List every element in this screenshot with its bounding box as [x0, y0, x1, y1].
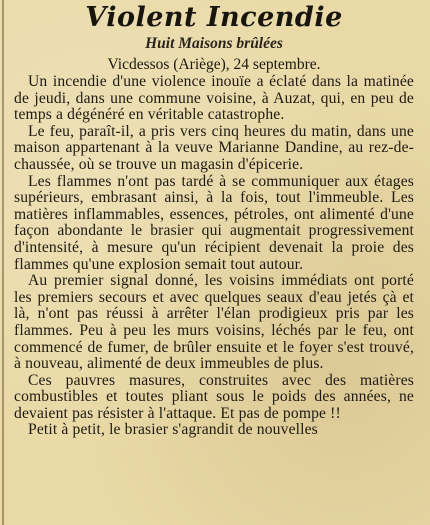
article-clipping	[14, 0, 414, 525]
paragraph: Les flammes n'ont pas tardé à se communiquer aux étages supérieurs, embrasant ainsi, à la fois, tout l'immeuble. Les matières inflammables, essences, pétroles, ont alimenté d'une façon abondante le brasier qui augmentait progressivement d'intensité, à mesure qu'un récipient devenait la proie des flammes qu'une explosion semait tout autour.	[14, 172, 414, 273]
dateline: Vicdessos (Ariège), 24 septembre.	[107, 56, 321, 73]
paragraph: Au premier signal donné, les voisins immédiats ont porté les premiers secours et avec quelques seaux d'eau jetés çà et là, n'ont pas réussi à arrêter l'élan prodigieux pris par les flammes. Peu à peu les murs voisins, léchés par le feu, ont commencé de fumer, de brûler ensuite et le foyer s'est trouvé, à nouveau, alimenté de deux immeubles de plus.	[14, 272, 414, 373]
headline: Violent Incendie	[85, 2, 343, 33]
paragraph: Un incendie d'une violence inouïe a éclaté dans la matinée de jeudi, dans une commune voisine, à Auzat, qui, en peu de temps a dégénéré en véritable catastrophe.	[14, 73, 414, 124]
paragraph: Le feu, paraît-il, a pris vers cinq heures du matin, dans une maison appartenant à la veuve Marianne Dandine, au rez-de-chaussée, où se trouve un magasin d'épicerie.	[14, 122, 414, 173]
subheadline: Huit Maisons brûlées	[145, 35, 283, 52]
article-body	[14, 74, 414, 439]
column-rule	[2, 0, 4, 525]
cut-off-paragraph: Petit à petit, le brasier s'agrandit de nouvelles	[28, 421, 318, 439]
paragraph: Ces pauvres masures, construites avec des matières combustibles et toutes pliant sous le poids des années, ne devaient pas résister à l'attaque. Et pas de pompe !!	[14, 371, 414, 422]
